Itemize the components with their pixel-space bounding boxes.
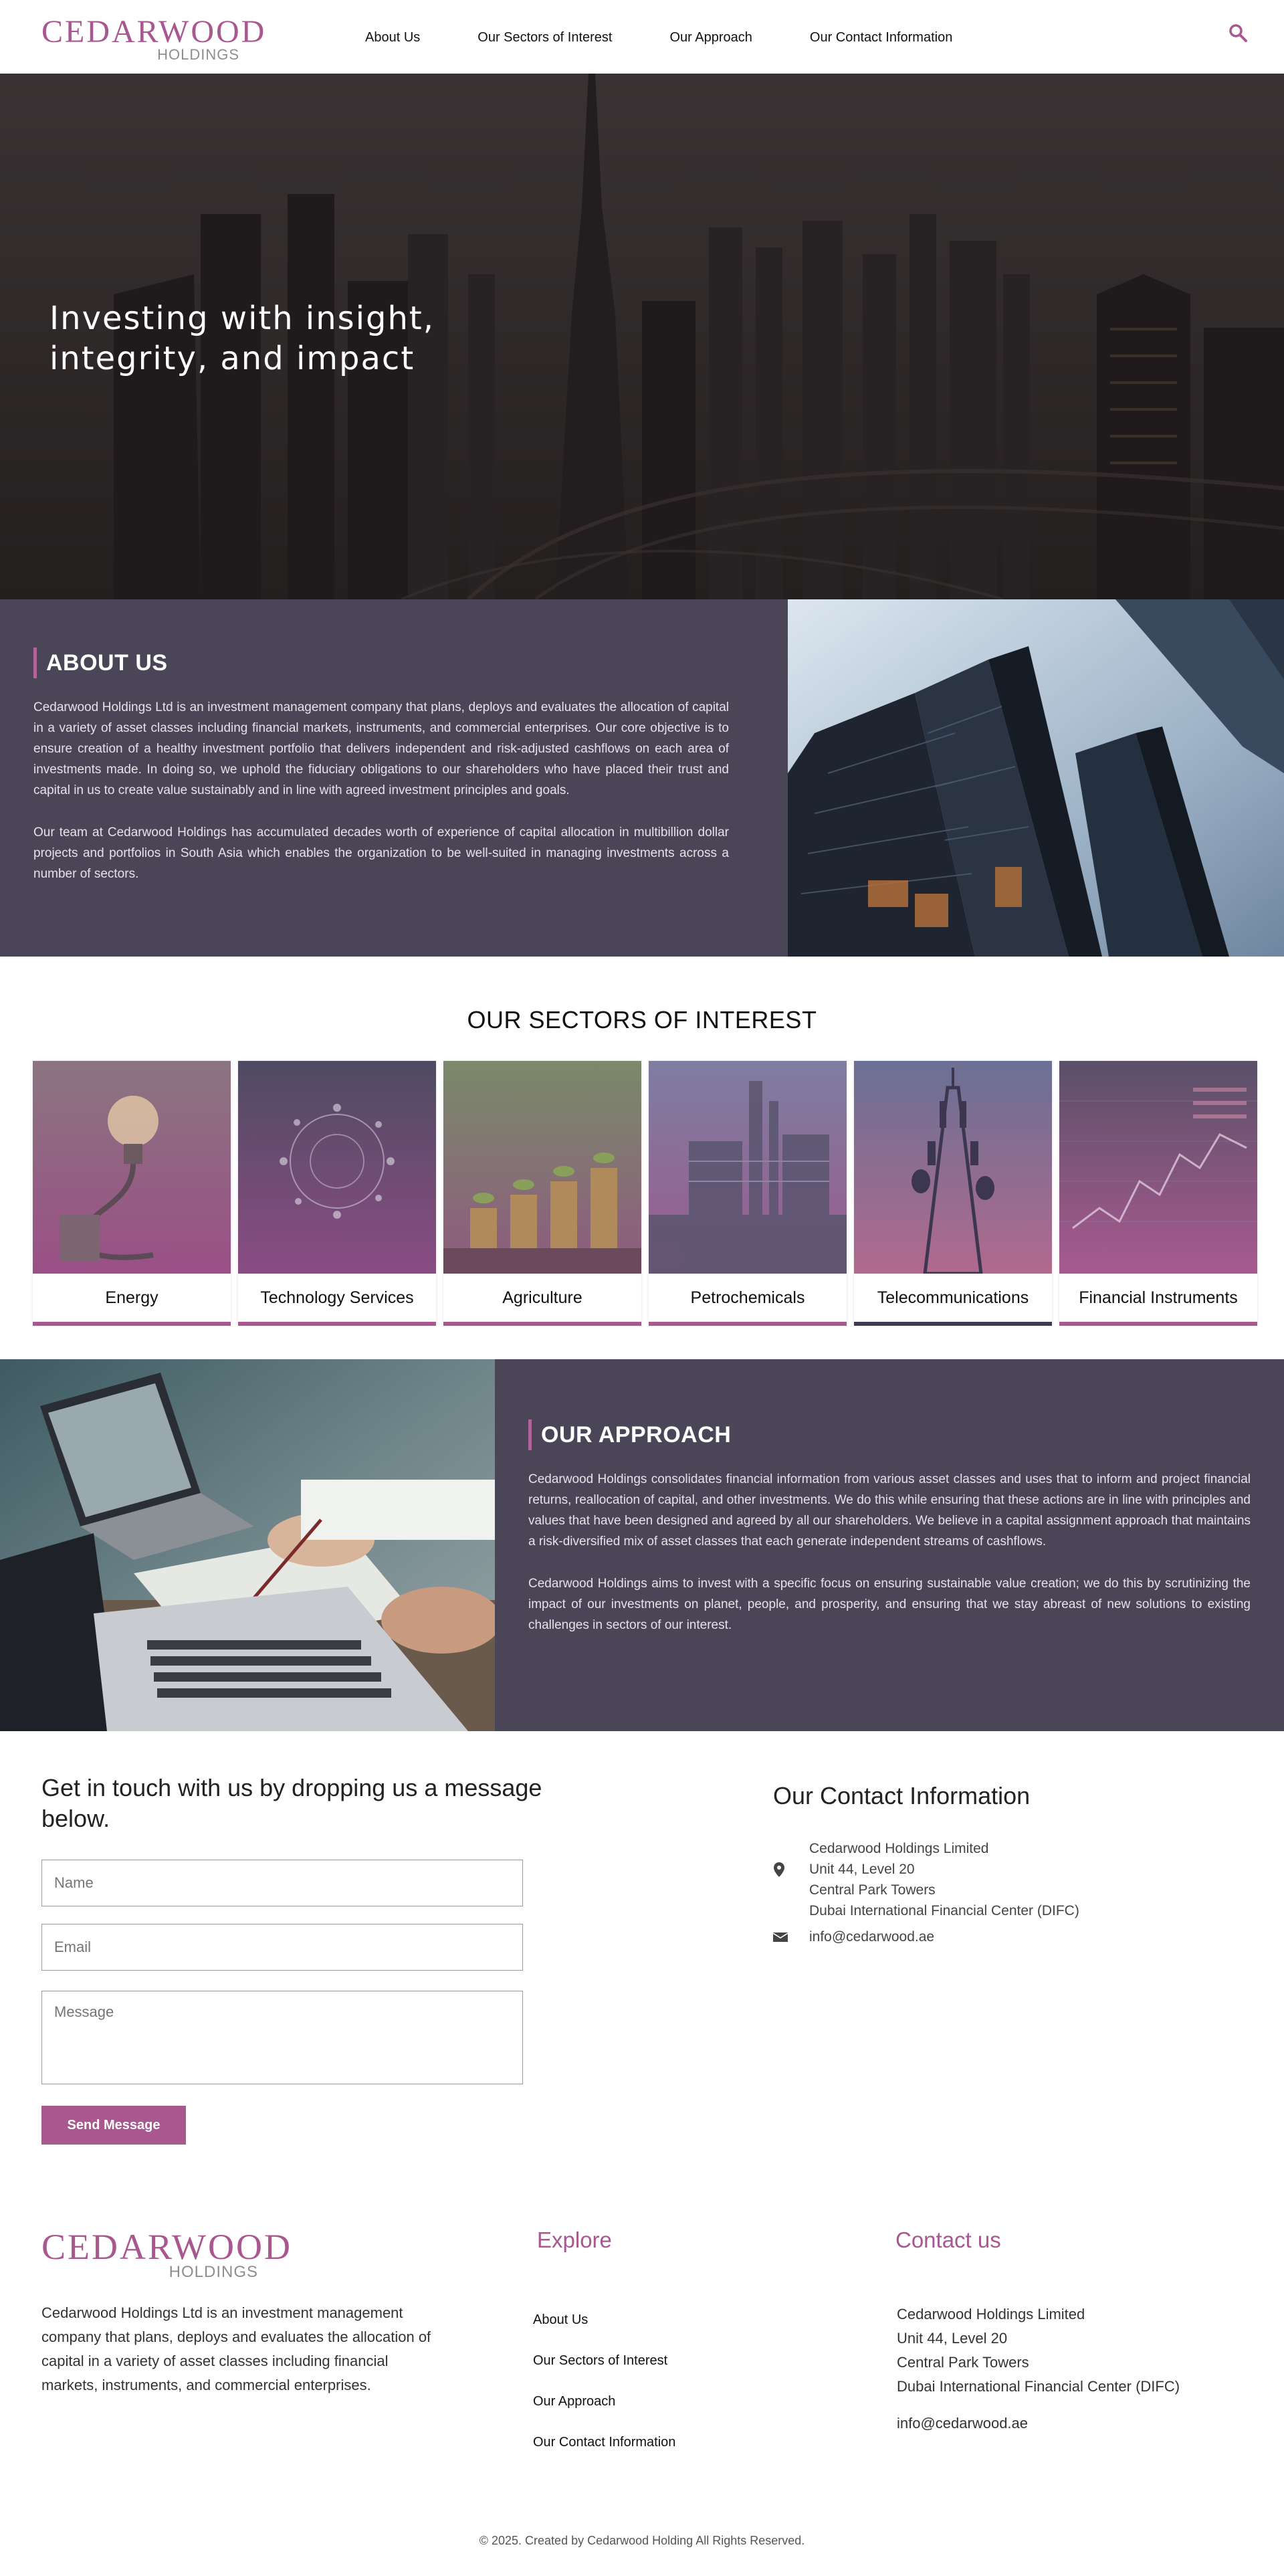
footer-email-link[interactable]: info@cedarwood.ae xyxy=(897,2415,1029,2432)
sectors-grid xyxy=(33,1061,1259,1326)
send-message-button[interactable]: Send Message xyxy=(41,2106,186,2145)
hero-title-line-2: integrity, and impact xyxy=(49,340,415,377)
sector-card-telecommunications[interactable] xyxy=(854,1061,1052,1326)
sector-card-energy[interactable] xyxy=(33,1061,231,1326)
sector-card-petrochemicals[interactable] xyxy=(649,1061,847,1326)
refinery-image xyxy=(649,1061,847,1274)
laptop-workspace-image xyxy=(0,1359,495,1731)
sector-card-technology[interactable] xyxy=(238,1061,436,1326)
sector-card-agriculture[interactable] xyxy=(443,1061,641,1326)
contact-form-title: Get in touch with us by dropping us a message below. xyxy=(41,1774,542,1832)
sector-underline xyxy=(238,1322,436,1326)
stock-chart-image xyxy=(1059,1061,1257,1274)
sector-underline xyxy=(649,1322,847,1326)
about-paragraph-1: Cedarwood Holdings Ltd is an investment management company that plans, deploys and evaluates the allocation of capital in a variety of asset classes including financial markets, instruments, and commercial enterprises. Our core objective is to ensure creation of a healthy investment portfolio that delivers independent and risk-adjusted cashflows on each area of investments made. In doing so, we uphold the fiduciary obligations to our shareholders who have placed their trust and capital in us to create value sustainably and in line with agreed investment principles and goals. xyxy=(33,700,729,797)
logo-wordmark: CEDARWOOD xyxy=(41,14,267,49)
footer-logo[interactable] xyxy=(41,2227,292,2281)
approach-section xyxy=(0,1359,1284,1731)
address-line: Unit 44, Level 20 xyxy=(809,1862,915,1877)
footer-link-approach[interactable]: Our Approach xyxy=(533,2394,616,2409)
sector-underline xyxy=(33,1322,231,1326)
logo-subtitle: HOLDINGS xyxy=(157,46,239,63)
footer-explore-links xyxy=(533,2312,675,2475)
footer-address-line: Cedarwood Holdings Limited xyxy=(897,2306,1085,2322)
heading-accent-bar xyxy=(33,648,37,678)
site-header xyxy=(0,0,1284,74)
sector-label-technology: Technology Services xyxy=(260,1288,414,1307)
sector-card-financial-instruments[interactable] xyxy=(1059,1061,1257,1326)
hero-banner xyxy=(0,74,1284,599)
footer-address-line: Unit 44, Level 20 xyxy=(897,2330,1008,2347)
hero-title-line-1: Investing with insight, xyxy=(49,300,435,337)
footer-address xyxy=(897,2302,1180,2399)
search-icon xyxy=(1228,23,1248,43)
contact-info-title: Our Contact Information xyxy=(773,1782,1031,1809)
sector-label-telecommunications: Telecommunications xyxy=(877,1288,1029,1307)
search-button[interactable] xyxy=(1228,23,1248,43)
contact-email-link[interactable]: info@cedarwood.ae xyxy=(809,1929,935,1945)
footer-address-line: Central Park Towers xyxy=(897,2354,1029,2371)
email-input[interactable] xyxy=(41,1924,523,1971)
plant-coins-image xyxy=(443,1061,641,1274)
main-nav xyxy=(365,29,952,45)
footer-address-line: Dubai International Financial Center (DIFC) xyxy=(897,2378,1180,2395)
sector-label-energy: Energy xyxy=(105,1288,158,1307)
contact-email xyxy=(773,1926,934,1947)
footer-link-contact[interactable]: Our Contact Information xyxy=(533,2435,676,2450)
nav-sectors[interactable]: Our Sectors of Interest xyxy=(477,30,613,45)
approach-paragraph-2: Cedarwood Holdings aims to invest with a specific focus on ensuring sustainable value creation; we do this by scrutinizing the impact of our investments on planet, people, and prosperity, and ensuring that we stay abreast of new solutions to existing challenges in sectors of our interest. xyxy=(528,1577,1251,1632)
telecom-tower-image xyxy=(854,1061,1052,1274)
about-heading xyxy=(33,648,729,678)
about-heading-text: ABOUT US xyxy=(46,650,168,676)
address-line: Dubai International Financial Center (DIFC) xyxy=(809,1903,1079,1918)
copyright-text: © 2025. Created by Cedarwood Holding All Rights Reserved. xyxy=(479,2534,805,2547)
approach-paragraph-1: Cedarwood Holdings consolidates financial information from various asset classes and uses that to inform and project financial returns, reallocation of capital, and other investments. We do this while ensuring that these actions are in line with principles and values that have been designed and agreed by all our shareholders. We believe in a capital assignment approach that maintains a risk-diversified mix of asset classes that each generate independent streams of cashflows. xyxy=(528,1472,1251,1549)
footer-logo-wordmark: CEDARWOOD xyxy=(41,2227,292,2267)
nav-about-us[interactable]: About Us xyxy=(365,30,421,45)
contact-address xyxy=(773,1838,1079,1921)
footer-link-about-us[interactable]: About Us xyxy=(533,2312,588,2327)
message-textarea[interactable] xyxy=(41,1991,523,2084)
address-line: Cedarwood Holdings Limited xyxy=(809,1841,989,1856)
about-section xyxy=(0,599,1284,957)
sector-label-agriculture: Agriculture xyxy=(502,1288,582,1307)
site-logo[interactable] xyxy=(41,14,267,63)
skyscrapers-image xyxy=(788,599,1284,957)
lightbulb-plug-image xyxy=(33,1061,231,1274)
approach-heading-text: OUR APPROACH xyxy=(541,1421,732,1448)
sector-label-financial-instruments: Financial Instruments xyxy=(1079,1288,1238,1307)
footer-logo-subtitle: HOLDINGS xyxy=(169,2263,258,2281)
footer-description: Cedarwood Holdings Ltd is an investment management company that plans, deploys and evaluates the allocation of capital in a variety of asset classes including financial markets, instruments, and commercial enterprises. xyxy=(41,2304,431,2393)
sector-underline xyxy=(443,1322,641,1326)
footer-link-sectors[interactable]: Our Sectors of Interest xyxy=(533,2353,668,2368)
address-line: Central Park Towers xyxy=(809,1882,936,1898)
footer-explore-heading: Explore xyxy=(537,2227,612,2252)
envelope-icon xyxy=(773,1926,809,1947)
heading-accent-bar xyxy=(528,1419,532,1450)
sector-label-petrochemicals: Petrochemicals xyxy=(690,1288,805,1307)
digital-network-image xyxy=(238,1061,436,1274)
sectors-heading: OUR SECTORS OF INTEREST xyxy=(467,1006,817,1033)
footer-contact-heading: Contact us xyxy=(895,2227,1001,2252)
sector-underline xyxy=(1059,1322,1257,1326)
map-pin-icon xyxy=(773,1838,809,1858)
about-paragraph-2: Our team at Cedarwood Holdings has accumulated decades worth of experience of capital allocation in multibillion dollar projects and portfolios in South Asia which enables the organization to be well-suited in managing investments across a number of sectors. xyxy=(33,825,729,881)
nav-contact[interactable]: Our Contact Information xyxy=(809,30,953,45)
name-input[interactable] xyxy=(41,1860,523,1906)
approach-heading xyxy=(528,1419,1251,1450)
sector-underline xyxy=(854,1322,1052,1326)
hero-title xyxy=(49,298,518,379)
nav-approach[interactable]: Our Approach xyxy=(669,30,752,45)
